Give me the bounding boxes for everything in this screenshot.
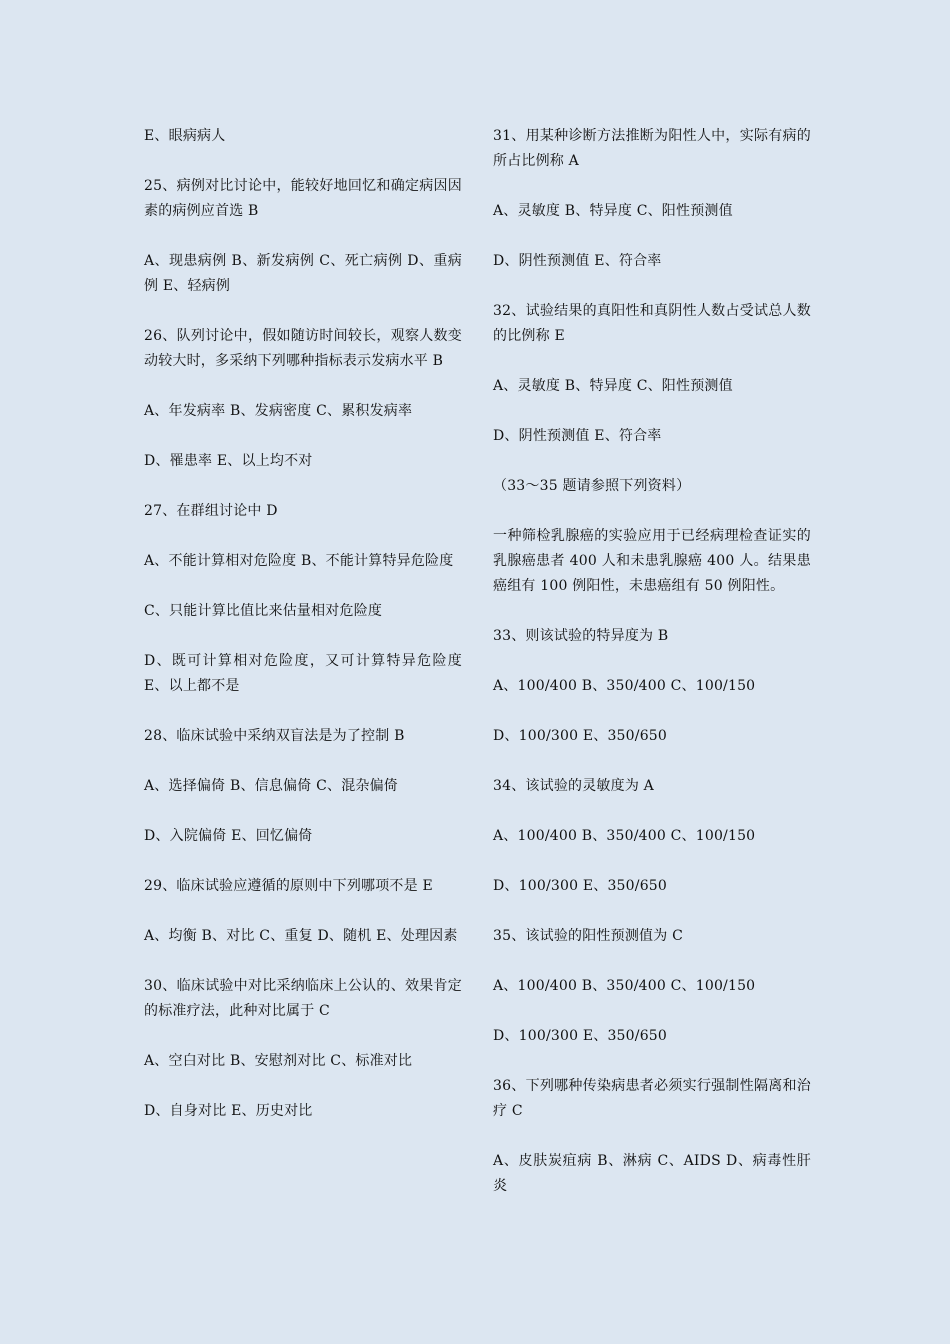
question-27-options-a: A、不能计算相对危险度 B、不能计算特异危险度 <box>144 553 454 569</box>
question-27-options-b: C、只能计算比值比来估量相对危险度 <box>144 603 383 619</box>
question-36: 36、下列哪种传染病患者必须实行强制性隔离和治疗 C <box>493 1078 811 1119</box>
question-26-options-b: D、罹患率 E、以上均不对 <box>144 453 313 469</box>
question-31-options-b: D、阴性预测值 E、符合率 <box>493 253 662 269</box>
question-27: 27、在群组讨论中 D <box>144 503 278 519</box>
question-32-options-a: A、灵敏度 B、特异度 C、阳性预测值 <box>493 378 733 394</box>
question-34-options-a: A、100/400 B、350/400 C、100/150 <box>493 828 756 844</box>
question-26: 26、队列讨论中，假如随访时间较长，观察人数变动较大时，多采纳下列哪种指标表示发病水平 B <box>144 328 462 369</box>
question-33: 33、则该试验的特异度为 B <box>493 628 669 644</box>
question-25-options: A、现患病例 B、新发病例 C、死亡病例 D、重病例 E、轻病例 <box>144 253 462 294</box>
question-34-options-b: D、100/300 E、350/650 <box>493 878 668 894</box>
question-28-options-a: A、选择偏倚 B、信息偏倚 C、混杂偏倚 <box>144 778 399 794</box>
question-25: 25、病例对比讨论中，能较好地回忆和确定病因因素的病例应首选 B <box>144 178 462 219</box>
question-29-options: A、均衡 B、对比 C、重复 D、随机 E、处理因素 <box>144 928 458 944</box>
question-27-options-c: D、既可计算相对危险度，又可计算特异危险度 E、以上都不是 <box>144 653 462 694</box>
left-column <box>144 124 462 1149</box>
question-30-options-a: A、空白对比 B、安慰剂对比 C、标准对比 <box>144 1053 413 1069</box>
right-column <box>493 124 811 1224</box>
question-32: 32、试验结果的真阳性和真阴性人数占受试总人数的比例称 E <box>493 303 811 344</box>
question-30-options-b: D、自身对比 E、历史对比 <box>144 1103 313 1119</box>
question-28-options-b: D、入院偏倚 E、回忆偏倚 <box>144 828 313 844</box>
question-30: 30、临床试验中对比采纳临床上公认的、效果肯定的标准疗法，此种对比属于 C <box>144 978 462 1019</box>
question-34: 34、该试验的灵敏度为 A <box>493 778 654 794</box>
question-35-options-a: A、100/400 B、350/400 C、100/150 <box>493 978 756 994</box>
question-35: 35、该试验的阳性预测值为 C <box>493 928 683 944</box>
question-29: 29、临床试验应遵循的原则中下列哪项不是 E <box>144 878 433 894</box>
question-36-options: A、皮肤炭疽病 B、淋病 C、AIDS D、病毒性肝炎 <box>493 1153 811 1194</box>
question-33-options-a: A、100/400 B、350/400 C、100/150 <box>493 678 756 694</box>
question-31: 31、用某种诊断方法推断为阳性人中，实际有病的所占比例称 A <box>493 128 811 169</box>
left-para-1: E、眼病病人 <box>144 128 226 144</box>
section-note: （33～35 题请参照下列资料） <box>493 478 691 494</box>
question-35-options-b: D、100/300 E、350/650 <box>493 1028 668 1044</box>
question-28: 28、临床试验中采纳双盲法是为了控制 B <box>144 728 405 744</box>
case-description: 一种筛检乳腺癌的实验应用于已经病理检查证实的乳腺癌患者 400 人和未患乳腺癌 400 人。结果患癌组有 100 例阳性，未患癌组有 50 例阳性。 <box>493 528 811 594</box>
question-31-options-a: A、灵敏度 B、特异度 C、阳性预测值 <box>493 203 733 219</box>
question-33-options-b: D、100/300 E、350/650 <box>493 728 668 744</box>
question-32-options-b: D、阴性预测值 E、符合率 <box>493 428 662 444</box>
question-26-options-a: A、年发病率 B、发病密度 C、累积发病率 <box>144 403 413 419</box>
